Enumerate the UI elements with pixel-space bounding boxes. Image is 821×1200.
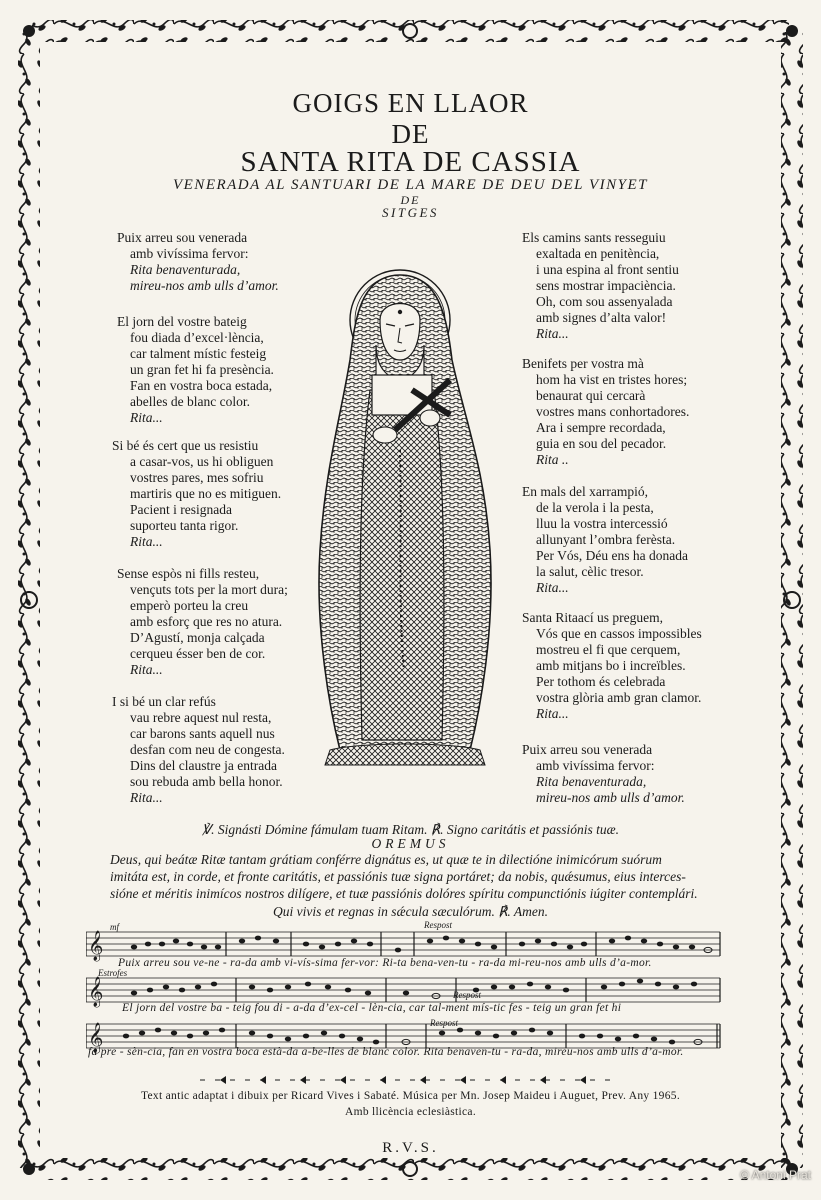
respost-label: Respost xyxy=(424,920,452,930)
left-verse-line: martiris que no es mitiguen. xyxy=(130,486,282,501)
left-verse-line: Si bé és cert que us resistiu xyxy=(112,438,259,453)
left-verse-line: Fan en vostra boca estada, xyxy=(130,378,273,393)
left-refrain: Rita... xyxy=(130,662,163,677)
title-town: SITGES xyxy=(382,205,439,220)
title-sanctuary: VENERADA AL SANTUARI DE LA MARE DE DEU DEL VINYET xyxy=(172,177,649,193)
right-verse-line: Per tothom és celebrada xyxy=(536,674,666,689)
left-verse-line: I si bé un clar refús xyxy=(112,694,216,709)
treble-clef-icon: 𝄞 xyxy=(88,931,104,961)
treble-clef-icon: 𝄞 xyxy=(88,977,104,1007)
right-verse-line: allunyant l’ombra ferèsta. xyxy=(536,532,676,547)
right-refrain: Rita... xyxy=(536,706,569,721)
right-verse-line: benaurat qui cercarà xyxy=(536,388,646,403)
right-verse-line: hom ha vist en tristes hores; xyxy=(536,372,688,387)
right-verse-line: amb mitjans bo i increïbles. xyxy=(536,658,686,673)
right-verse-line: Oh, com sou assenyalada xyxy=(536,294,673,309)
right-verse-line: En mals del xarrampió, xyxy=(522,484,648,499)
left-verse-line: sou rebuda amb bella honor. xyxy=(130,774,283,789)
right-verse-line: amb vivíssima fervor: xyxy=(536,758,655,773)
left-verse-line: El jorn del vostre bateig xyxy=(117,314,247,329)
right-refrain: Rita... xyxy=(536,326,569,341)
music-lyric-line: El jorn del vostre ba - teig fou di - a-da d’ex-cel - lèn-cia, car tal-ment mís-tic fes - teig un gran fet hi xyxy=(122,1002,622,1014)
left-verse-line: a casar-vos, us hi obliguen xyxy=(130,454,274,469)
title-saint-name: SANTA RITA DE CASSIA xyxy=(240,146,581,178)
right-verse-line: Vós que en cassos impossibles xyxy=(536,626,702,641)
right-verse-line: Ara i sempre recordada, xyxy=(536,420,666,435)
music-score xyxy=(86,924,722,1064)
left-verse-line: amb vivíssima fervor: xyxy=(130,246,249,261)
left-verse-line: Pacient i resignada xyxy=(130,502,232,517)
left-verse-line: Puix arreu sou venerada xyxy=(117,230,248,245)
right-verse-line: amb signes d’alta valor! xyxy=(536,310,667,325)
staff-1 xyxy=(86,932,720,956)
left-verse-line: car barons sants aquell nus xyxy=(130,726,275,741)
estrofes-label: Estrofes xyxy=(98,968,128,978)
left-refrain: Rita... xyxy=(130,410,163,425)
tempo-mark: mf xyxy=(110,922,119,932)
prayer-line: imitáta est, in corde, et fronte caritátis, et passiónis tuæ signa portáret; da nobis, quǽsumus, eius interces- xyxy=(110,869,686,884)
right-refrain: Rita .. xyxy=(536,452,569,467)
santa-rita-illustration xyxy=(300,250,510,790)
title-line-2: DE xyxy=(391,119,430,149)
right-verse-line: Els camins sants resseguiu xyxy=(522,230,666,245)
license-text: Amb llicència eclesiàstica. xyxy=(344,1106,477,1118)
left-verse-line: suporteu tanta rigor. xyxy=(130,518,239,533)
right-verse-line: la salut, cèlic tresor. xyxy=(536,564,644,579)
left-verse-line: Sense espòs ni fills resteu, xyxy=(117,566,260,581)
versicle: ℣. Signásti Dómine fámulam tuam Ritam. ℟. Signo caritátis et passiónis tuæ. xyxy=(201,822,620,837)
right-verse-line: guia en sou del pecador. xyxy=(536,436,667,451)
title-line-5: DE xyxy=(400,193,421,207)
author-initials: R.V.S. xyxy=(382,1140,439,1156)
left-verse-line: Dins del claustre ja entrada xyxy=(130,758,277,773)
right-verse-line: Rita benaventurada, xyxy=(536,774,647,789)
left-verse-line: cerqueu ésser ben de cor. xyxy=(130,646,266,661)
left-verse-line: Rita benaventurada, xyxy=(130,262,241,277)
respost-label: Respost xyxy=(453,990,481,1000)
left-refrain: Rita... xyxy=(130,790,163,805)
credits-text: Text antic adaptat i dibuix per Ricard Vives i Sabaté. Música per Mn. Josep Maideu i Auguet, Prev. Any 1965. xyxy=(140,1090,681,1102)
oremus-heading: OREMUS xyxy=(371,836,450,851)
left-verse-line: emperò porteu la creu xyxy=(130,598,249,613)
notes-staff-2 xyxy=(131,979,697,999)
right-verse-line: Benifets per vostra mà xyxy=(522,356,644,371)
right-verse-line: Santa Ritaací us preguem, xyxy=(522,610,663,625)
right-verse-line: mostreu el fi que cerquem, xyxy=(536,642,681,657)
left-verse-line: mireu-nos amb ulls d’amor. xyxy=(130,278,279,293)
ornamental-divider xyxy=(200,1074,620,1086)
right-verse-line: exaltada en penitència, xyxy=(536,246,660,261)
treble-clef-icon: 𝄞 xyxy=(88,1023,104,1053)
left-verse-line: vençuts tots per la mort dura; xyxy=(130,582,288,597)
left-verse-line: abelles de blanc color. xyxy=(130,394,250,409)
left-verse-line: fou diada d’excel·lència, xyxy=(130,330,264,345)
right-verse-line: Per Vós, Déu ens ha donada xyxy=(536,548,688,563)
right-verse-line: vostra glòria amb gran clamor. xyxy=(536,690,702,705)
left-verse-line: desfan com neu de congesta. xyxy=(130,742,285,757)
prayer-line: Deus, qui beátæ Ritæ tantam grátiam conférre dignátus es, ut quæ te in dilectióne inimicórum suórum xyxy=(110,852,662,867)
left-verse-line: D’Agustí, monja calçada xyxy=(130,630,265,645)
right-verse-line: Puix arreu sou venerada xyxy=(522,742,653,757)
left-refrain: Rita... xyxy=(130,534,163,549)
title-line-1: GOIGS EN LLAOR xyxy=(292,88,529,118)
left-verse-line: car talment místic festeig xyxy=(130,346,267,361)
prayer-line: sióne et méritis inimícos nostros dilígere, et tuæ passiónis dolóres spíritu compunctiónis iúgiter contemplári. xyxy=(110,886,698,901)
copyright-watermark: © Antoni Prat xyxy=(740,1168,811,1182)
right-refrain: Rita... xyxy=(536,580,569,595)
right-verse-line: mireu-nos amb ulls d’amor. xyxy=(536,790,685,805)
left-verse-line: amb esforç que res no atura. xyxy=(130,614,283,629)
music-lyric-line: Puix arreu sou ve-ne - ra-da amb vi-vís-sima fer-vor: Ri-ta bena-ven-tu - ra-da mi-reu-nos amb ulls d’a-mor. xyxy=(118,957,652,969)
respost-label: Respost xyxy=(430,1018,458,1028)
left-verse-line: un gran fet hi fa presència. xyxy=(130,362,274,377)
left-verse-line: vostres pares, mes sofriu xyxy=(130,470,264,485)
music-lyric-line: fa pre - sèn-cia, fan en vostra boca està-da a-be-lles de blanc color. Rita benaven-tu - ra-da, mireu-nos amb ulls d’a-mor. xyxy=(88,1046,684,1058)
right-verse-line: vostres mans conhortadores. xyxy=(536,404,690,419)
right-verse-line: i una espina al front sentiu xyxy=(536,262,679,277)
right-verse-line: sens mostrar impaciència. xyxy=(536,278,676,293)
left-verse-line: vau rebre aquest nul resta, xyxy=(130,710,272,725)
prayer-line: Qui vivis et regnas in sǽcula sæculórum. ℟. Amen. xyxy=(272,904,549,919)
right-verse-line: de la verola i la pesta, xyxy=(536,500,654,515)
right-verse-line: lluu la vostra intercessió xyxy=(536,516,668,531)
